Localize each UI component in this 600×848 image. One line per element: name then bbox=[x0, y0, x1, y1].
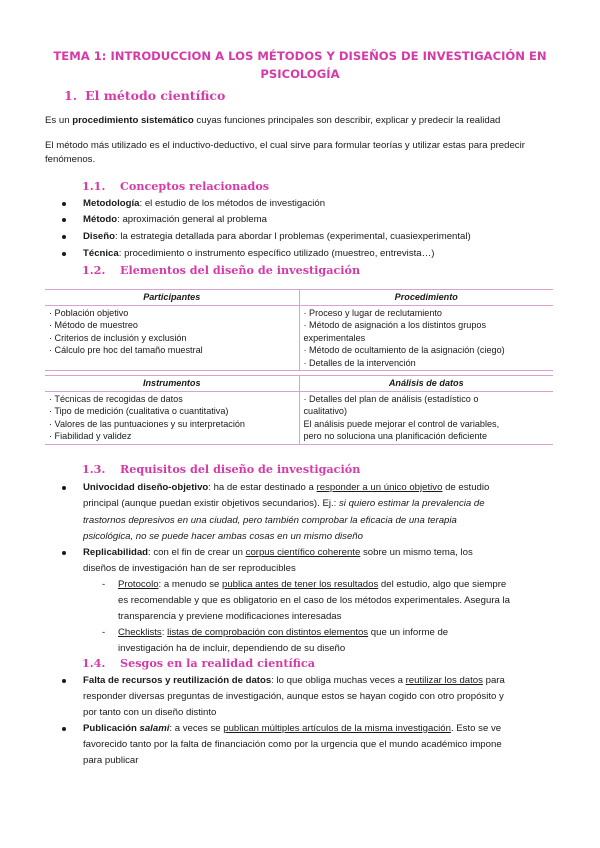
text-run: por tanto con un diseño distinto bbox=[83, 707, 217, 718]
bullet-icon bbox=[62, 481, 70, 495]
section-1-4-heading bbox=[82, 656, 315, 670]
bullet-icon bbox=[62, 674, 70, 688]
bullet-icon bbox=[62, 546, 70, 560]
bullet-icon bbox=[62, 722, 70, 736]
italic-text: si quiero estimar la prevalencia de bbox=[338, 498, 485, 509]
intro-paragraph-1 bbox=[45, 114, 557, 128]
section-number: 1.3. bbox=[82, 462, 106, 476]
table-cell bbox=[299, 305, 553, 371]
cell-line: El análisis puede mejorar el control de variables, bbox=[303, 418, 500, 429]
cell-line: · Método de asignación a los distintos grupos bbox=[303, 320, 486, 330]
term: Método bbox=[83, 214, 118, 225]
list-item-continuation bbox=[0, 514, 600, 528]
text-run: cuyas funciones principales son describir, explicar y predecir la realidad bbox=[193, 115, 501, 126]
list-item bbox=[0, 546, 600, 560]
text-run: . Esto se ve bbox=[450, 723, 502, 734]
text-run: : a veces se bbox=[169, 723, 224, 734]
section-number: 1. bbox=[64, 88, 78, 103]
text-run: responder diversas preguntas de investigación, aunque estos se hayan cogido con otro propósito y bbox=[83, 691, 504, 702]
text-run: diseños de investigación han de ser reproducibles bbox=[83, 563, 296, 574]
term: Falta de recursos y reutilización de datos bbox=[83, 675, 272, 686]
cell-line: · Técnicas de recogidas de datos bbox=[49, 393, 183, 404]
list-item bbox=[0, 722, 600, 736]
section-number: 1.4. bbox=[82, 656, 106, 670]
underlined-text: listas de comprobación con distintos elementos bbox=[167, 627, 369, 638]
cell-line: · Valores de las puntuaciones y su interpretación bbox=[49, 418, 245, 429]
cell-line: · Método de muestreo bbox=[49, 320, 138, 330]
bullet-icon bbox=[62, 213, 70, 227]
text-run: Es un bbox=[45, 115, 73, 126]
bullet-icon bbox=[62, 247, 70, 261]
section-title: El método científico bbox=[85, 88, 226, 103]
underlined-text: reutilizar los datos bbox=[405, 675, 483, 686]
cell-line: · Detalles de la intervención bbox=[303, 357, 416, 368]
section-number: 1.1. bbox=[82, 179, 106, 193]
section-title: Requisitos del diseño de investigación bbox=[120, 462, 361, 476]
term: Metodología bbox=[83, 198, 140, 209]
section-1-heading bbox=[64, 89, 225, 103]
cell-line: · Método de ocultamiento de la asignación (ciego) bbox=[303, 345, 505, 355]
term: Técnica bbox=[83, 248, 119, 259]
underlined-term: Protocolo bbox=[118, 579, 159, 590]
italic-term: salami bbox=[139, 723, 170, 734]
document-title: TEMA 1: INTRODUCCION A LOS MÉTODOS Y DISEÑOS DE INVESTIGACIÓN EN PSICOLOGÍA bbox=[53, 49, 547, 81]
sub-list-item-continuation bbox=[0, 610, 600, 624]
cell-line: pero no soluciona una planificación deficiente bbox=[303, 431, 488, 441]
cell-line: · Criterios de inclusión y exclusión bbox=[49, 332, 187, 343]
table-header-row bbox=[45, 376, 553, 392]
table-row bbox=[45, 305, 553, 371]
text-run: : lo que obliga muchas veces a bbox=[271, 675, 406, 686]
column-header: Procedimiento bbox=[299, 290, 553, 306]
table-cell bbox=[45, 391, 299, 444]
text-run: : ha de estar destinado a bbox=[208, 482, 317, 493]
table-cell bbox=[299, 391, 553, 444]
definition: : la estrategia detallada para abordar l problemas (experimental, cuasiexperimental) bbox=[115, 231, 471, 242]
table-row bbox=[45, 391, 553, 444]
italic-text: psicológica, no se puede hacer ambas cosas en un mismo diseño bbox=[83, 531, 363, 542]
list-item-continuation bbox=[0, 706, 600, 720]
list-item bbox=[0, 247, 600, 261]
design-elements-table-2 bbox=[45, 375, 553, 445]
table-cell bbox=[45, 305, 299, 371]
list-item bbox=[0, 674, 600, 688]
definition: : aproximación general al problema bbox=[117, 214, 267, 225]
list-item-continuation bbox=[0, 497, 600, 511]
section-1-2-heading bbox=[82, 263, 360, 277]
column-header: Análisis de datos bbox=[299, 376, 553, 392]
column-header: Instrumentos bbox=[45, 376, 299, 392]
term: Diseño bbox=[83, 231, 115, 242]
cell-line: cualitativo) bbox=[303, 406, 347, 416]
text-run: para publicar bbox=[83, 755, 139, 766]
text-run: principal (aunque puedan existir objetivos secundarios). Ej.: bbox=[83, 498, 339, 509]
list-item-continuation bbox=[0, 738, 600, 752]
text-run: del estudio, algo que siempre bbox=[378, 579, 507, 590]
sub-list-item-continuation bbox=[0, 594, 600, 608]
text-run: investigación ha de incluir, dependiendo de su diseño bbox=[118, 643, 346, 654]
list-item-continuation bbox=[0, 754, 600, 768]
bold-term: procedimiento sistemático bbox=[72, 115, 194, 126]
section-title: Elementos del diseño de investigación bbox=[120, 263, 361, 277]
bullet-icon bbox=[62, 230, 70, 244]
cell-line: · Cálculo pre hoc del tamaño muestral bbox=[49, 345, 203, 355]
italic-text: trastornos depresivos en una ciudad, pero también comprobar la eficacia de una terapia bbox=[83, 515, 457, 526]
cell-line: · Población objetivo bbox=[49, 307, 129, 318]
section-1-1-heading bbox=[82, 179, 269, 193]
cell-line: · Fiabilidad y validez bbox=[49, 431, 132, 441]
underlined-text: responder a un único objetivo bbox=[316, 482, 443, 493]
text-run: que un informe de bbox=[368, 627, 449, 638]
list-item bbox=[0, 230, 600, 244]
list-item-continuation bbox=[0, 562, 600, 576]
underlined-term: Checklists bbox=[118, 627, 162, 638]
bullet-icon bbox=[62, 197, 70, 211]
section-number: 1.2. bbox=[82, 263, 106, 277]
sub-list-item-continuation bbox=[0, 642, 600, 656]
section-title: Sesgos en la realidad científica bbox=[120, 656, 315, 670]
cell-line: experimentales bbox=[303, 332, 366, 343]
list-item bbox=[0, 197, 600, 211]
sub-list-item bbox=[0, 578, 600, 592]
term: Univocidad diseño-objetivo bbox=[83, 482, 209, 493]
text-run: transparencia y previene modificaciones interesadas bbox=[118, 611, 342, 622]
cell-line: · Detalles del plan de análisis (estadístico o bbox=[303, 393, 479, 404]
section-title: Conceptos relacionados bbox=[120, 179, 270, 193]
dash-marker: - bbox=[102, 627, 106, 638]
definition: : procedimiento o instrumento específico utilizado (muestreo, entrevista…) bbox=[118, 248, 435, 259]
table-header-row bbox=[45, 290, 553, 306]
design-elements-table-1 bbox=[45, 289, 553, 371]
cell-line: · Proceso y lugar de reclutamiento bbox=[303, 307, 442, 318]
cell-line: · Tipo de medición (cualitativa o cuantitativa) bbox=[49, 406, 229, 416]
underlined-text: publica antes de tener los resultados bbox=[222, 579, 379, 590]
text-run: : con el fin de crear un bbox=[148, 547, 246, 558]
list-item bbox=[0, 213, 600, 227]
text-run: : bbox=[161, 627, 168, 638]
sub-list-item bbox=[0, 626, 600, 640]
list-item-continuation bbox=[0, 530, 600, 544]
definition: : el estudio de los métodos de investigación bbox=[139, 198, 326, 209]
term: Replicabilidad bbox=[83, 547, 149, 558]
dash-marker: - bbox=[102, 579, 106, 590]
text-run: de estudio bbox=[442, 482, 490, 493]
list-item bbox=[0, 481, 600, 495]
column-header: Participantes bbox=[45, 290, 299, 306]
intro-paragraph-2: El método más utilizado es el inductivo-deductivo, el cual sirve para formular teorías y utilizar estas para predecir fenómenos. bbox=[45, 140, 525, 165]
text-run: para bbox=[482, 675, 505, 686]
text-run: sobre un mismo tema, los bbox=[360, 547, 473, 558]
term: Publicación bbox=[83, 723, 140, 734]
section-1-3-heading bbox=[82, 462, 360, 476]
list-item-continuation bbox=[0, 690, 600, 704]
underlined-text: publican múltiples artículos de la misma investigación bbox=[223, 723, 451, 734]
text-run: favorecido tanto por la falta de financiación como por la urgencia que el mundo académico impone bbox=[83, 739, 502, 750]
text-run: es recomendable y que es obligatorio en el caso de los métodos experimentales. Asegura la bbox=[118, 595, 510, 606]
underlined-text: corpus científico coherente bbox=[245, 547, 361, 558]
text-run: : a menudo se bbox=[158, 579, 222, 590]
